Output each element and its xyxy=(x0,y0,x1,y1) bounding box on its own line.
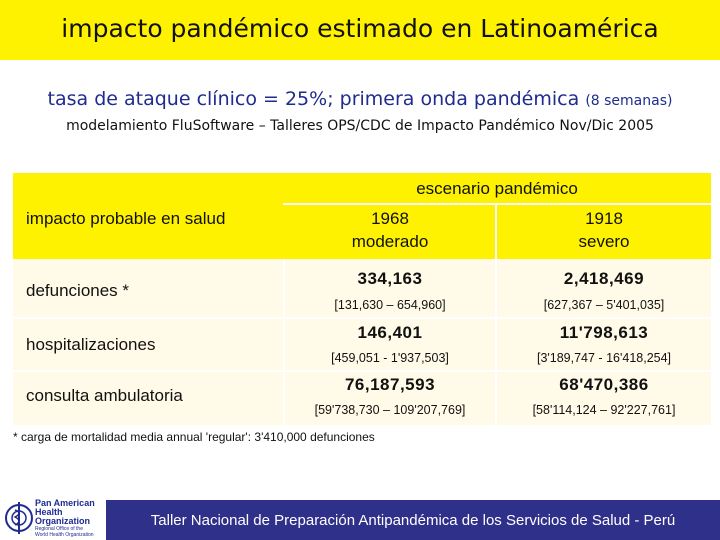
banner-text: Taller Nacional de Preparación Antipandémica de los Servicios de Salud - Perú xyxy=(150,512,676,529)
logo-line-2: Health xyxy=(35,507,63,517)
footnote: * carga de mortalidad media annual 'regular': 3'410,000 defunciones xyxy=(13,430,375,444)
value-cell: 68'470,386 xyxy=(559,375,649,394)
row-divider xyxy=(13,317,711,319)
row-label-consulta: consulta ambulatoria xyxy=(26,386,183,405)
scenario-header: escenario pandémico xyxy=(416,179,578,198)
value-cell: 11'798,613 xyxy=(559,323,649,342)
row-divider xyxy=(13,370,711,372)
col-1968-year: 1968 xyxy=(371,209,409,228)
value-cell: 146,401 xyxy=(357,323,423,342)
range-cell: [58'114,124 – 92'227,761] xyxy=(532,403,676,417)
subtitle-source: modelamiento FluSoftware – Talleres OPS/CDC de Impacto Pandémico Nov/Dic 2005 xyxy=(66,118,654,134)
col-1968-label: moderado xyxy=(351,232,429,251)
range-cell: [3'189,747 - 16'418,254] xyxy=(536,351,672,365)
logo-line-4: Regional Office of the xyxy=(35,526,83,532)
range-cell: [459,051 - 1'937,503] xyxy=(331,351,449,365)
value-cell: 2,418,469 xyxy=(563,269,645,288)
col-1918-label: severo xyxy=(578,232,630,251)
paho-logo xyxy=(4,496,102,540)
range-cell: [131,630 – 654,960] xyxy=(334,298,446,312)
value-cell: 76,187,593 xyxy=(344,375,436,394)
paho-emblem-icon xyxy=(4,498,34,538)
range-cell: [59'738,730 – 109'207,769] xyxy=(314,403,466,417)
logo-line-5: World Health Organization xyxy=(35,532,94,538)
logo-line-3: Organization xyxy=(35,516,91,526)
header-divider xyxy=(283,203,711,205)
row-label-defunciones: defunciones * xyxy=(26,281,130,300)
impact-table xyxy=(13,173,711,425)
value-cell: 334,163 xyxy=(357,269,423,288)
subtitle-main: tasa de ataque clínico = 25%; primera onda pandémica (8 semanas) xyxy=(47,88,673,110)
col-1918-year: 1918 xyxy=(585,209,623,228)
logo-line-1: Pan American xyxy=(35,498,95,508)
subtitle-small: (8 semanas) xyxy=(585,93,673,109)
footer-banner xyxy=(106,500,720,540)
range-cell: [627,367 – 5'401,035] xyxy=(543,298,665,312)
slide-title: impacto pandémico estimado en Latinoamérica xyxy=(61,14,659,43)
row-label-hospitalizaciones: hospitalizaciones xyxy=(26,335,156,354)
row-header: impacto probable en salud xyxy=(26,209,226,228)
